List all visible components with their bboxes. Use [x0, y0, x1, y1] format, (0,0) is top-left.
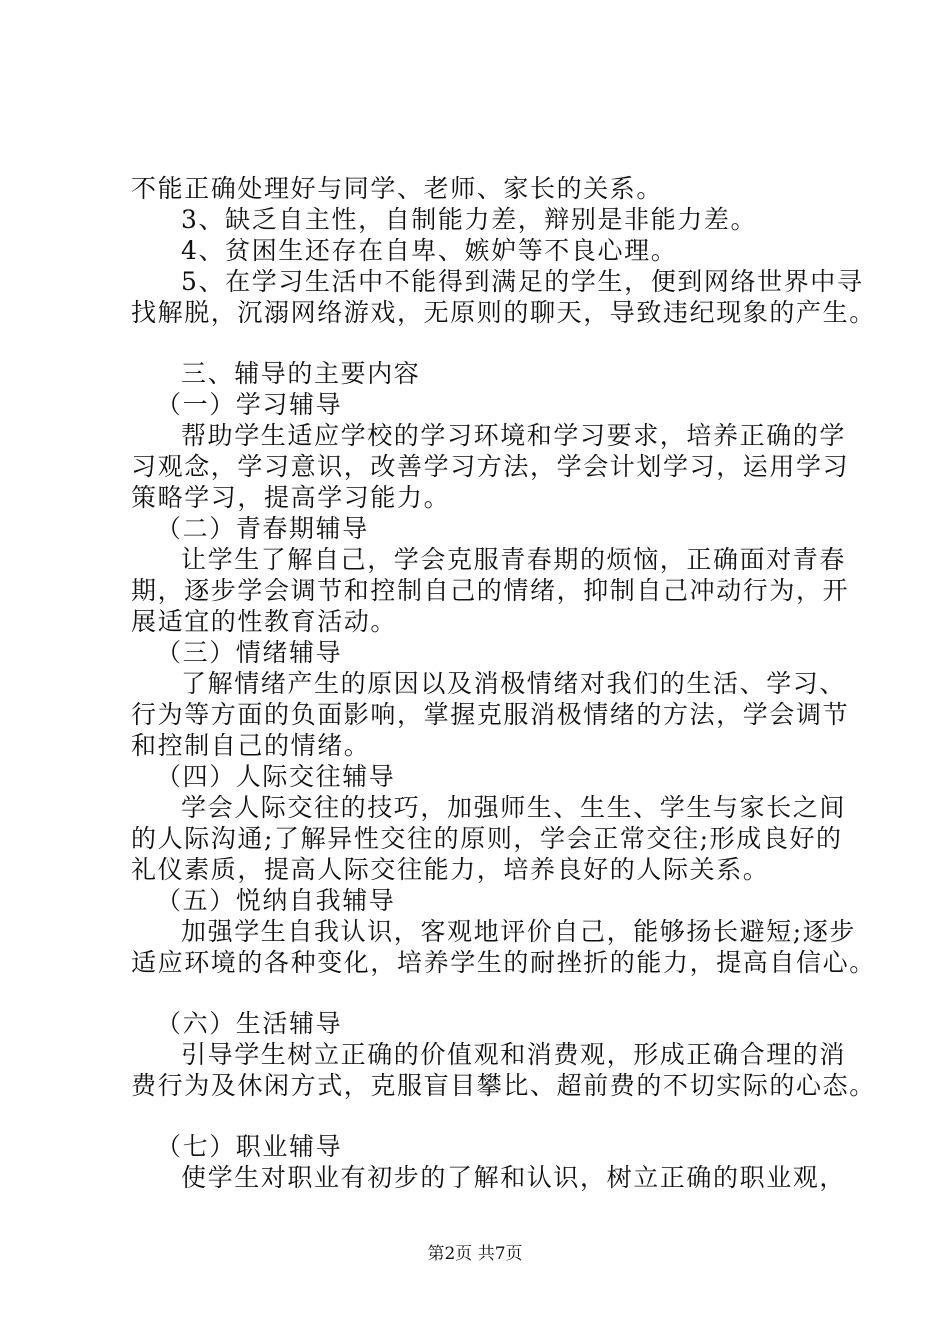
text-line: 展适宜的性教育活动。	[131, 607, 398, 636]
text-line: 引导学生树立正确的价值观和消费观，形成正确合理的消	[181, 1040, 847, 1069]
text-line: 策略学习，提高学习能力。	[131, 483, 451, 512]
text-line: 行为等方面的负面影响，掌握克服消极情绪的方法，学会调节	[131, 700, 850, 729]
subsection-heading: （三）情绪辅导	[156, 638, 343, 667]
text-line: 学会人际交往的技巧，加强师生、生生、学生与家长之间	[181, 793, 847, 822]
subsection-heading: （五）悦纳自我辅导	[156, 886, 396, 915]
text-line: 使学生对职业有初步的了解和认识，树立正确的职业观，	[181, 1163, 847, 1192]
subsection-heading: （二）青春期辅导	[156, 514, 369, 543]
text-line: 习观念，学习意识，改善学习方法，学会计划学习，运用学习	[131, 452, 850, 481]
text-line: 帮助学生适应学校的学习环境和学习要求，培养正确的学	[181, 421, 847, 450]
text-line: 和控制自己的情绪。	[131, 731, 371, 760]
text-line: 5、在学习生活中不能得到满足的学生，便到网络世界中寻	[181, 267, 864, 296]
subsection-heading: （六）生活辅导	[156, 1009, 343, 1038]
subsection-heading: （四）人际交往辅导	[156, 762, 396, 791]
text-line: 了解情绪产生的原因以及消极情绪对我们的生活、学习、	[181, 669, 847, 698]
text-line: 3、缺乏自主性，自制能力差，辩别是非能力差。	[181, 205, 758, 234]
subsection-heading: （一）学习辅导	[156, 390, 343, 419]
text-line: 让学生了解自己，学会克服青春期的烦恼，正确面对青春	[181, 545, 847, 574]
text-line: 费行为及休闲方式，克服盲目攀比、超前费的不切实际的心态。	[131, 1071, 876, 1100]
section-heading: 三、辅导的主要内容	[181, 359, 421, 388]
text-line: 适应环境的各种变化，培养学生的耐挫折的能力，提高自信心。	[131, 948, 876, 977]
page-number-footer: 第2页 共7页	[427, 1244, 523, 1264]
text-line: 的人际沟通;了解异性交往的原则，学会正常交往;形成良好的	[131, 824, 843, 853]
text-line: 期，逐步学会调节和控制自己的情绪，抑制自己冲动行为，开	[131, 576, 850, 605]
text-line: 不能正确处理好与同学、老师、家长的关系。	[131, 174, 664, 203]
text-line: 礼仪素质，提高人际交往能力，培养良好的人际关系。	[131, 855, 770, 884]
subsection-heading: （七）职业辅导	[156, 1132, 343, 1161]
text-line: 找解脱，沉溺网络游戏，无原则的聊天，导致违纪现象的产生。	[131, 298, 876, 327]
text-line: 加强学生自我认识，客观地评价自己，能够扬长避短;逐步	[181, 917, 857, 946]
text-line: 4、贫困生还存在自卑、嫉妒等不良心理。	[181, 236, 678, 265]
